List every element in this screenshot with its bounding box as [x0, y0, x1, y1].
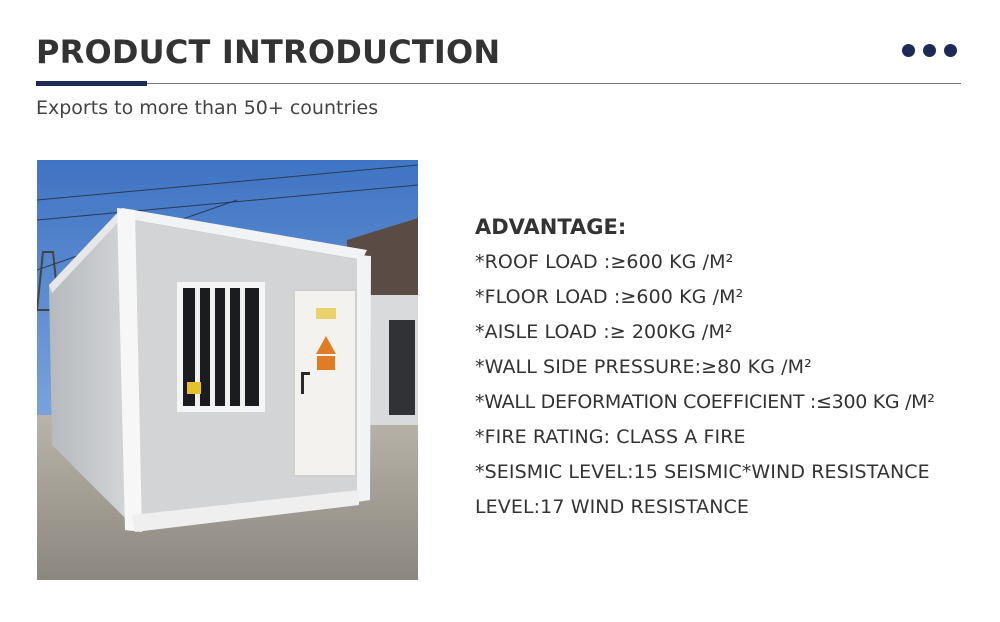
spec-line-wind-resistance: LEVEL:17 WIND RESISTANCE	[475, 496, 750, 518]
product-photo	[37, 160, 418, 580]
spec-line-floor-load: *FLOOR LOAD :≥600 KG /M²	[475, 286, 744, 308]
title-divider	[36, 83, 961, 84]
more-dots-icon	[902, 44, 957, 58]
spec-line-seismic-level: *SEISMIC LEVEL:15 SEISMIC*WIND RESISTANCE	[475, 461, 930, 483]
spec-line-wall-pressure: *WALL SIDE PRESSURE:≥80 KG /M²	[475, 356, 812, 378]
page-subtitle: Exports to more than 50+ countries	[36, 97, 379, 119]
spec-line-roof-load: *ROOF LOAD :≥600 KG /M²	[475, 251, 734, 273]
page-title: PRODUCT INTRODUCTION	[36, 33, 501, 71]
spec-line-fire-rating: *FIRE RATING: CLASS A FIRE	[475, 426, 746, 448]
advantages-heading: ADVANTAGE:	[475, 215, 627, 239]
dot	[923, 44, 936, 57]
dot	[944, 44, 957, 57]
dot	[902, 44, 915, 57]
advantages-section	[475, 210, 985, 525]
spec-line-aisle-load: *AISLE LOAD :≥ 200KG /M²	[475, 321, 733, 343]
title-accent-bar	[36, 81, 147, 86]
spec-line-wall-deformation: *WALL DEFORMATION COEFFICIENT :≤300 KG /M²	[475, 391, 935, 413]
